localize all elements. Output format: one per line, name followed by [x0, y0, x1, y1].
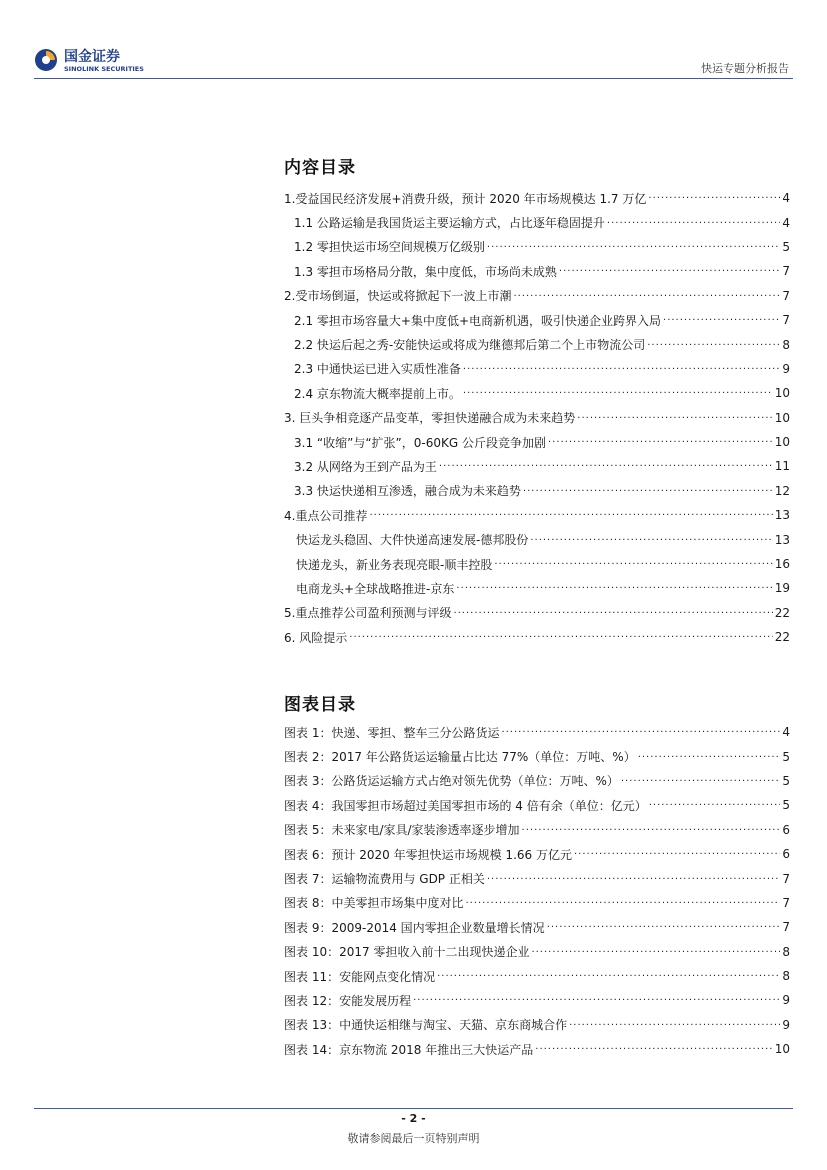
toc-item[interactable] — [284, 479, 790, 503]
toc-item-text: 4.重点公司推荐 — [284, 508, 368, 523]
toc-item-text: 2.受市场倒逼，快运或将掀起下一波上市潮 — [284, 289, 512, 304]
figures-title: 图表目录 — [284, 695, 356, 715]
leader-dots — [531, 945, 780, 959]
figure-item[interactable] — [284, 891, 790, 915]
toc-item[interactable] — [284, 601, 790, 625]
header-divider — [34, 78, 793, 79]
toc-item-page: 4 — [782, 191, 790, 206]
figure-item-text: 图表 6：预计 2020 年零担快运市场规模 1.66 万亿元 — [284, 847, 572, 862]
leader-dots — [638, 750, 781, 764]
figure-item-text: 图表 10：2017 零担收入前十二出现快递企业 — [284, 945, 530, 960]
toc-item-page: 13 — [774, 508, 790, 523]
leader-dots — [456, 581, 772, 595]
leader-dots — [501, 725, 780, 739]
figure-item[interactable] — [284, 988, 790, 1012]
leader-dots — [487, 240, 780, 254]
toc-item[interactable] — [284, 406, 790, 430]
figure-item-page: 9 — [782, 993, 790, 1008]
toc-item-text: 2.1 零担市场容量大+集中度低+电商新机遇，吸引快递企业跨界入局 — [294, 313, 662, 328]
toc-item-text: 3. 巨头争相竞逐产品变革，零担快递融合成为未来趋势 — [284, 411, 576, 426]
figure-item-text: 图表 3：公路货运运输方式占绝对领先优势（单位：万吨、%） — [284, 774, 619, 789]
toc-item-page: 10 — [774, 435, 790, 450]
toc-item-text: 电商龙头+全球战略推进-京东 — [296, 581, 455, 596]
leader-dots — [577, 411, 772, 425]
toc-item[interactable] — [284, 284, 790, 308]
leader-dots — [547, 920, 781, 934]
toc-item-text: 2.3 中通快运已进入实质性准备 — [294, 362, 461, 377]
toc-item[interactable] — [284, 186, 790, 210]
figure-item[interactable] — [284, 744, 790, 768]
toc-item[interactable] — [284, 381, 790, 405]
toc-item-text: 2.2 快运后起之秀-安能快运或将成为继德邦后第二个上市物流公司 — [294, 338, 646, 353]
toc-item-page: 22 — [774, 605, 790, 620]
toc-item-page: 7 — [782, 264, 790, 279]
company-logo — [34, 48, 144, 73]
page-number: - 2 - — [401, 1112, 426, 1125]
toc-item-page: 10 — [774, 410, 790, 425]
toc-item-text: 1.2 零担快运市场空间规模万亿级别 — [294, 240, 485, 255]
leader-dots — [453, 606, 772, 620]
leader-dots — [648, 191, 780, 205]
leader-dots — [649, 798, 781, 812]
toc-item[interactable] — [284, 259, 790, 283]
figure-item-text: 图表 13：中通快运相继与淘宝、天猫、京东商城合作 — [284, 1018, 568, 1033]
figure-item-text: 图表 8：中美零担市场集中度对比 — [284, 896, 464, 911]
leader-dots — [621, 774, 781, 788]
toc-item[interactable] — [284, 454, 790, 478]
figure-item-page: 5 — [782, 798, 790, 813]
toc-item-text: 快递龙头，新业务表现亮眼-顺丰控股 — [296, 557, 493, 572]
toc-item-text: 1.受益国民经济发展+消费升级，预计 2020 年市场规模达 1.7 万亿 — [284, 191, 647, 206]
toc-item[interactable] — [284, 576, 790, 600]
toc-item-page: 16 — [774, 557, 790, 572]
figure-item[interactable] — [284, 720, 790, 744]
figure-item-text: 图表 7：运输物流费用与 GDP 正相关 — [284, 872, 485, 887]
leader-dots — [607, 216, 780, 230]
page-header — [0, 0, 827, 80]
footer-divider — [34, 1108, 793, 1109]
leader-dots — [513, 289, 780, 303]
leader-dots — [574, 847, 780, 861]
figure-item-page: 6 — [782, 847, 790, 862]
toc-item-page: 12 — [774, 483, 790, 498]
leader-dots — [494, 557, 772, 571]
leader-dots — [548, 435, 773, 449]
toc-item-page: 13 — [774, 532, 790, 547]
toc-item-page: 10 — [774, 386, 790, 401]
leader-dots — [522, 823, 781, 837]
figure-item[interactable] — [284, 1013, 790, 1037]
logo-mark-icon — [34, 48, 58, 72]
toc-item[interactable] — [284, 235, 790, 259]
leader-dots — [437, 969, 780, 983]
leader-dots — [439, 459, 773, 473]
toc-item[interactable] — [284, 210, 790, 234]
figure-item-text: 图表 4：我国零担市场超过美国零担市场的 4 倍有余（单位：亿元） — [284, 798, 647, 813]
figure-item-page: 7 — [782, 895, 790, 910]
toc-item-text: 5.重点推荐公司盈利预测与评级 — [284, 606, 452, 621]
leader-dots — [559, 264, 780, 278]
leader-dots — [463, 362, 780, 376]
toc-item-text: 1.3 零担市场格局分散，集中度低，市场尚未成熟 — [294, 264, 557, 279]
leader-dots — [369, 508, 772, 522]
leader-dots — [465, 896, 780, 910]
figure-item-page: 8 — [782, 969, 790, 984]
toc-item[interactable] — [284, 503, 790, 527]
figure-item-text: 图表 9：2009-2014 国内零担企业数量增长情况 — [284, 920, 545, 935]
figure-item-page: 6 — [782, 822, 790, 837]
figure-item[interactable] — [284, 1037, 790, 1061]
toc-item-text: 3.3 快运快递相互渗透，融合成为未来趋势 — [294, 484, 521, 499]
leader-dots — [463, 386, 773, 400]
toc-item-text: 快运龙头稳固、大件快递高速发展-德邦股份 — [296, 533, 529, 548]
figure-item-text: 图表 11：安能网点变化情况 — [284, 969, 436, 984]
toc-item-text: 3.1 “收缩”与“扩张”，0-60KG 公斤段竞争加剧 — [294, 435, 546, 450]
figure-item[interactable] — [284, 915, 790, 939]
toc-item-page: 7 — [782, 288, 790, 303]
figure-item[interactable] — [284, 793, 790, 817]
leader-dots — [523, 484, 773, 498]
toc-title: 内容目录 — [284, 158, 356, 178]
toc-item-page: 4 — [782, 215, 790, 230]
logo-chinese-name: 国金证券 — [64, 49, 120, 65]
figure-item[interactable] — [284, 964, 790, 988]
leader-dots — [535, 1042, 772, 1056]
figure-item-text: 图表 1：快递、零担、整车三分公路货运 — [284, 725, 500, 740]
leader-dots — [487, 872, 781, 886]
leader-dots — [349, 630, 772, 644]
toc-item-page: 7 — [782, 313, 790, 328]
figure-item-page: 8 — [782, 944, 790, 959]
toc-item[interactable] — [284, 430, 790, 454]
table-of-contents — [284, 186, 790, 649]
toc-item-page: 22 — [774, 630, 790, 645]
toc-item[interactable] — [284, 552, 790, 576]
disclaimer-note: 敬请参阅最后一页特别声明 — [347, 1132, 480, 1145]
toc-item[interactable] — [284, 308, 790, 332]
toc-item[interactable] — [284, 527, 790, 551]
toc-item-page: 11 — [774, 459, 790, 474]
figure-item-page: 9 — [782, 1017, 790, 1032]
figure-item[interactable] — [284, 842, 790, 866]
toc-item-text: 2.4 京东物流大概率提前上市。 — [294, 386, 461, 401]
leader-dots — [647, 338, 780, 352]
figure-item-text: 图表 2：2017 年公路货运运输量占比达 77%（单位：万吨、%） — [284, 750, 636, 765]
toc-item-page: 19 — [774, 581, 790, 596]
figure-item[interactable] — [284, 769, 790, 793]
figure-item[interactable] — [284, 940, 790, 964]
toc-item-text: 6. 风险提示 — [284, 630, 348, 645]
figure-item-text: 图表 14：京东物流 2018 年推出三大快运产品 — [284, 1042, 534, 1057]
leader-dots — [569, 1018, 780, 1032]
figure-item-page: 4 — [782, 725, 790, 740]
figure-item-text: 图表 12：安能发展历程 — [284, 993, 412, 1008]
toc-item[interactable] — [284, 625, 790, 649]
figure-item-page: 5 — [782, 749, 790, 764]
leader-dots — [663, 313, 780, 327]
toc-item-text: 1.1 公路运输是我国货运主要运输方式，占比逐年稳固提升 — [294, 216, 605, 231]
logo-english-name: SINOLINK SECURITIES — [64, 65, 144, 73]
toc-item[interactable] — [284, 332, 790, 356]
toc-item-page: 9 — [782, 361, 790, 376]
figure-item-text: 图表 5：未来家电/家具/家装渗透率逐步增加 — [284, 823, 520, 838]
leader-dots — [413, 993, 780, 1007]
toc-item-page: 8 — [782, 337, 790, 352]
list-of-figures — [284, 720, 790, 1061]
figure-item-page: 10 — [774, 1042, 790, 1057]
figure-item-page: 7 — [782, 871, 790, 886]
figure-item-page: 5 — [782, 773, 790, 788]
figure-item[interactable] — [284, 818, 790, 842]
figure-item-page: 7 — [782, 920, 790, 935]
leader-dots — [530, 533, 772, 547]
toc-item[interactable] — [284, 357, 790, 381]
toc-item-page: 5 — [782, 239, 790, 254]
figure-item[interactable] — [284, 866, 790, 890]
report-type-label: 快运专题分析报告 — [701, 62, 789, 75]
toc-item-text: 3.2 从网络为王到产品为王 — [294, 459, 437, 474]
